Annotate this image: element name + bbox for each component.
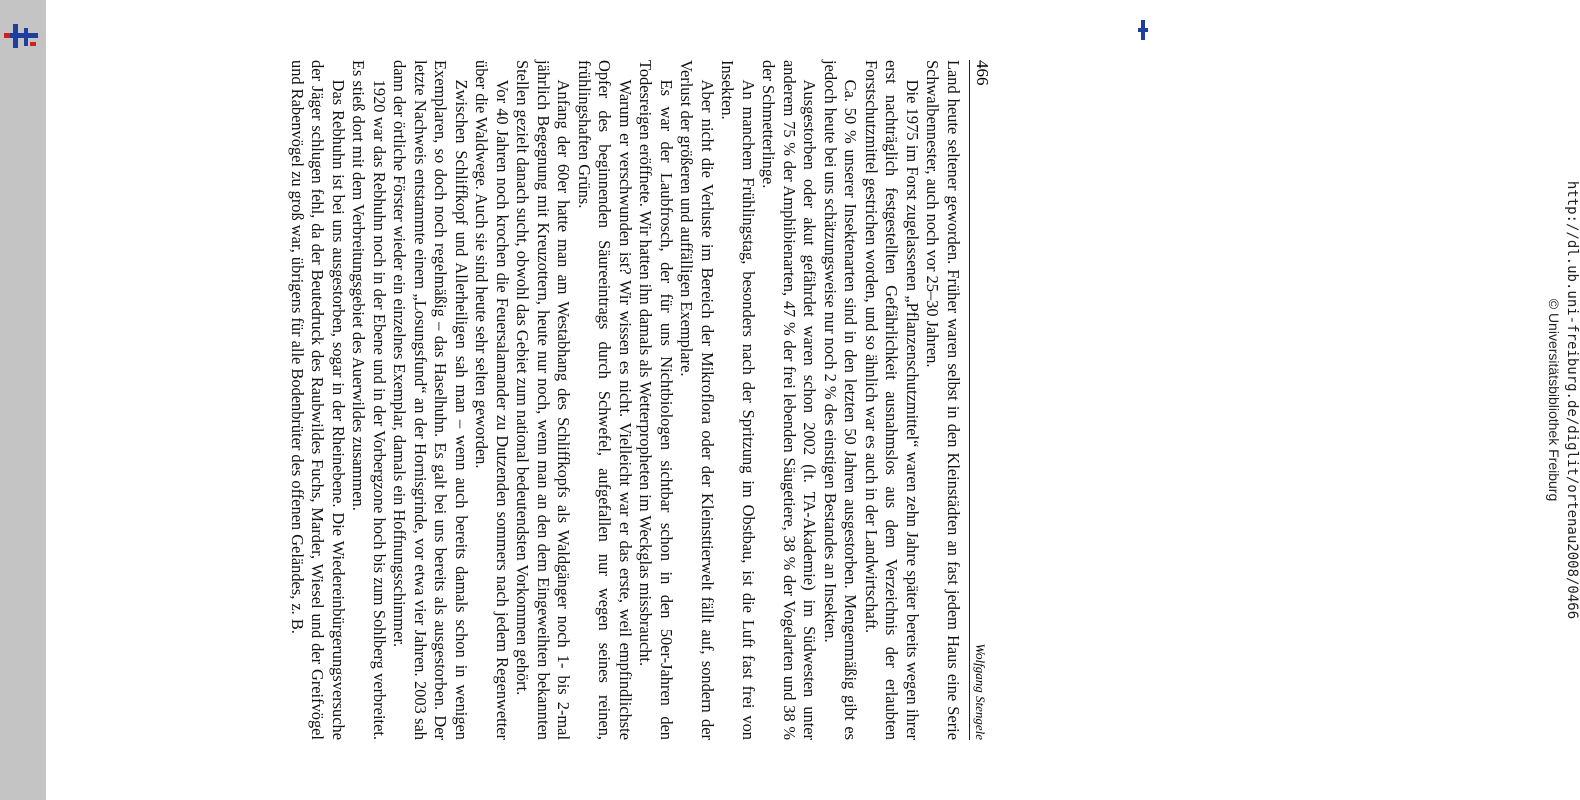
paragraph: Ausgestorben oder akut gefährdet waren schon 2002 (lt. TA-Akademie) im Südwesten unter anderem 75 % der Amphibienarten, 47 % der frei lebenden Säugetiere, 38 % der Vogelarten und 38 % der Schmetterlinge. bbox=[759, 60, 820, 740]
paragraph: 1920 war das Rebhuhn noch in der Ebene und in der Vorbergzone hoch bis zum Sohlberg verbreitet. Es stieß dort mit dem Verbreitungsgebiet des Auerwildes zusammen. bbox=[349, 60, 389, 740]
paragraph: Vor 40 Jahren noch krochen die Feuersalamander zu Dutzenden sommers nach jedem Regenwetter über die Waldwege. Auch sie sind heute sehr selten geworden. bbox=[472, 60, 512, 740]
library-logo-fragment-icon bbox=[1138, 20, 1148, 40]
paragraph: Land heute seltener geworden. Früher waren selbst in den Kleinstädten an fast jedem Haus eine Serie Schwalbennester, auch noch vor 25–30 Jahren. bbox=[923, 60, 963, 740]
paragraph: An manchem Frühlingstag, besonders nach der Spritzung im Obstbau, ist die Luft fast frei von Insekten. bbox=[718, 60, 758, 740]
page-number: 466 bbox=[973, 60, 992, 86]
paragraph: Ca. 50 % unserer Insektenarten sind in den letzten 50 Jahren ausgestorben. Mengenmäßig gibt es jedoch heute bei uns schätzungsweise nur noch 2 % des einstigen Bestandes an Insekten. bbox=[821, 60, 861, 740]
page-header bbox=[969, 60, 992, 740]
author-name: Wolfgang Stengele bbox=[973, 643, 988, 740]
paragraph: Warum er verschwunden ist? Wir wissen es nicht. Vielleicht war er das erste, weil empfindlichste Opfer des beginnenden Säureeintrags durch Schwefel, aufgefallen nur wegen seines reinen, frühlingshaften Grüns. bbox=[575, 60, 635, 740]
document-page bbox=[22, 20, 1122, 780]
paragraph: Aber nicht die Verluste im Bereich der Mikroflora oder der Kleinsttierwelt fällt auf, sondern der Verlust der größeren und auffälligen Exemplare. bbox=[677, 60, 717, 740]
body-text bbox=[287, 60, 964, 740]
paragraph: Es war der Laubfrosch, der für uns Nichtbiologen sichtbar schon in den 50er-Jahren den Todesreigen eröffnete. Wir hatten ihn damals als Wetterpropheten im Weckglas missbraucht. bbox=[636, 60, 676, 740]
source-url: http://dl.ub.uni-freiburg.de/diglit/ortenau2008/0466 bbox=[1564, 180, 1580, 620]
paragraph: Das Rebhuhn ist bei uns ausgestorben, sogar in der Rheinebene. Die Wiedereinbürgerungsversuche der Jäger schlugen fehl, da der Beutedruck des Raubwildes Fuchs, Marder, Wiesel und der Greifvögel und Rabenvögel zu groß war, übrigens für alle Bodenbrüter des offenen Geländes, z. B. bbox=[288, 60, 348, 740]
paragraph: Anfang der 60er hatte man am Westabhang des Schliffkopfs als Waldgänger noch 1- bis 2-mal jährlich Begegnung mit Kreuzottern, heute nur noch, wenn man an den dem Eingeweihten bekannten Stellen gezielt danach sucht, obwohl das Gebiet zum national bedeutendsten Vorkommen gehört. bbox=[513, 60, 574, 740]
paragraph: Die 1975 im Forst zugelassenen „Pflanzenschutzmittel“ waren zehn Jahre später bereits wegen ihrer erst nachträglich festgestellten Gefährlichkeit ausnahmslos aus dem Verzeichnis der erlaubten Forstschutzmittel gestrichen worden, und so ähnlich war es auch in der Landwirtschaft. bbox=[862, 60, 922, 740]
copyright-notice: © Universitätsbibliothek Freiburg bbox=[1546, 298, 1562, 502]
rotated-page-scan bbox=[22, 20, 1580, 780]
paragraph: Zwischen Schliffkopf und Allerheiligen sah man – wenn auch bereits damals schon in wenigen Exemplaren, so doch noch regelmäßig – das Haselhuhn. Es galt bei uns bereits als ausgestorben. Der letzte Nachweis entstammte einem „Losungsfund“ an der Hornisgrinde, vor etwa vier Jahren. 2003 sah dann der örtliche Förster wieder ein einzelnes Exemplar, damals ein Hoffnungsschimmer. bbox=[390, 60, 471, 740]
